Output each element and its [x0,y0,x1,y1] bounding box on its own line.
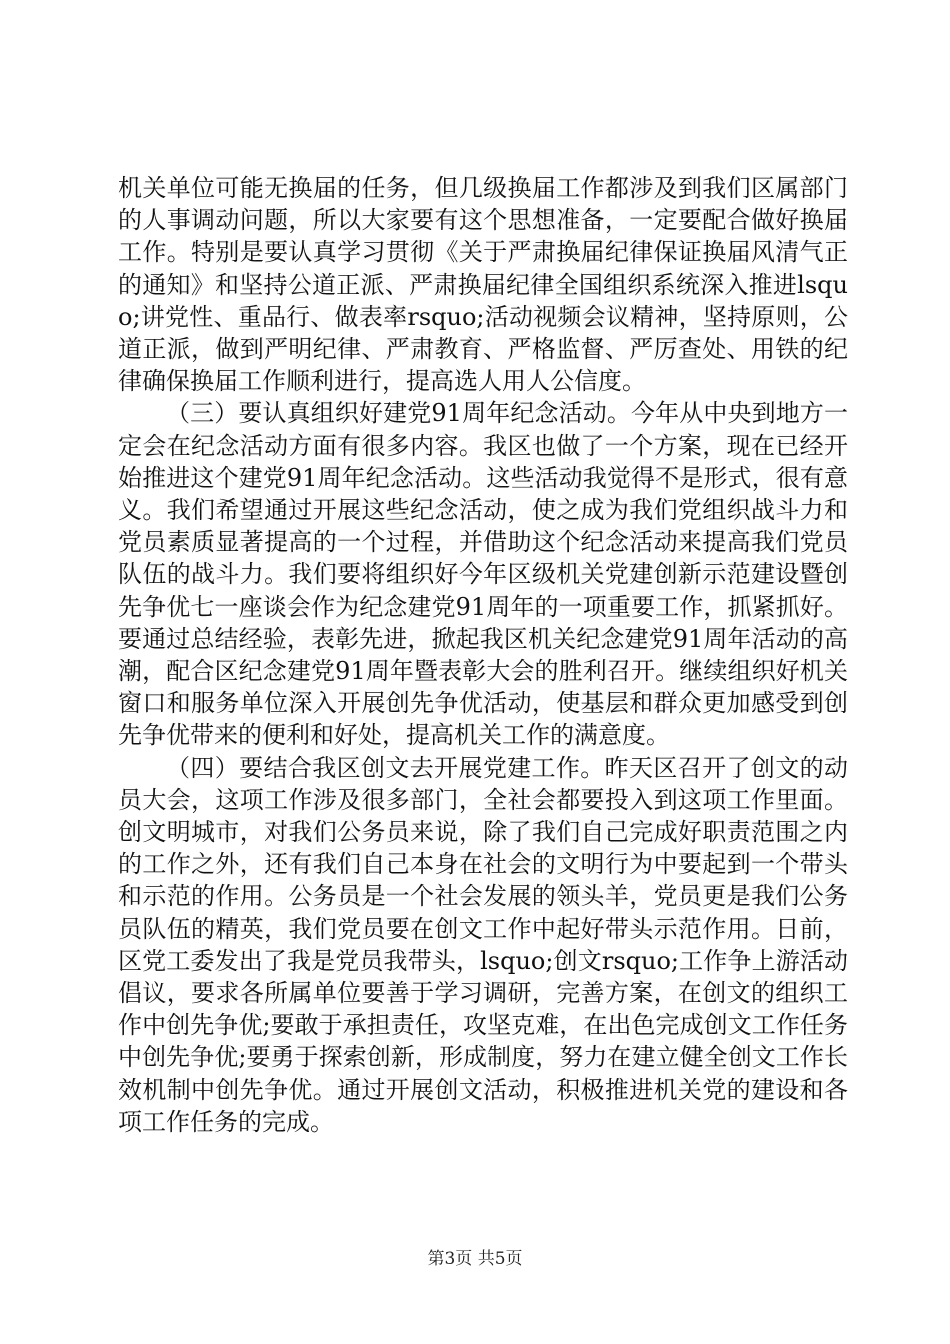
page-footer: 第3页 共5页 [427,1249,523,1269]
document-body [118,172,848,1138]
paragraph-continuation: 机关单位可能无换届的任务，但几级换届工作都涉及到我们区属部门的人事调动问题，所以大家要有这个思想准备，一定要配合做好换届工作。特别是要认真学习贯彻《关于严肃换届纪律保证换届风清气正的通知》和坚持公道正派、严肃换届纪律全国组织系统深入推进lsquo;讲党性、重品行、做表率rsquo;活动视频会议精神，坚持原则，公道正派，做到严明纪律、严肃教育、严格监督、严厉查处、用铁的纪律确保换届工作顺利进行，提高选人用人公信度。 [118,174,848,396]
paragraph-section-four: （四）要结合我区创文去开展党建工作。昨天区召开了创文的动员大会，这项工作涉及很多部门，全社会都要投入到这项工作里面。创文明城市，对我们公务员来说，除了我们自己完成好职责范围之内的工作之外，还有我们自己本身在社会的文明行为中要起到一个带头和示范的作用。公务员是一个社会发展的领头羊，党员更是我们公务员队伍的精英，我们党员要在创文工作中起好带头示范作用。日前，区党工委发出了我是党员我带头，lsquo;创文rsquo;工作争上游活动倡议，要求各所属单位要善于学习调研，完善方案，在创文的组织工作中创先争优;要敢于承担责任，攻坚克难，在出色完成创文工作任务中创先争优;要勇于探索创新，形成制度，努力在建立健全创文工作长效机制中创先争优。通过开展创文活动，积极推进机关党的建设和各项工作任务的完成。 [118,753,848,1136]
paragraph-section-three: （三）要认真组织好建党91周年纪念活动。今年从中央到地方一定会在纪念活动方面有很多内容。我区也做了一个方案，现在已经开始推进这个建党91周年纪念活动。这些活动我觉得不是形式，很有意义。我们希望通过开展这些纪念活动，使之成为我们党组织战斗力和党员素质显著提高的一个过程，并借助这个纪念活动来提高我们党员队伍的战斗力。我们要将组织好今年区级机关党建创新示范建设暨创先争优七一座谈会作为纪念建党91周年的一项重要工作，抓紧抓好。要通过总结经验，表彰先进，掀起我区机关纪念建党91周年活动的高潮，配合区纪念建党91周年暨表彰大会的胜利召开。继续组织好机关窗口和服务单位深入开展创先争优活动，使基层和群众更加感受到创先争优带来的便利和好处，提高机关工作的满意度。 [118,399,848,750]
